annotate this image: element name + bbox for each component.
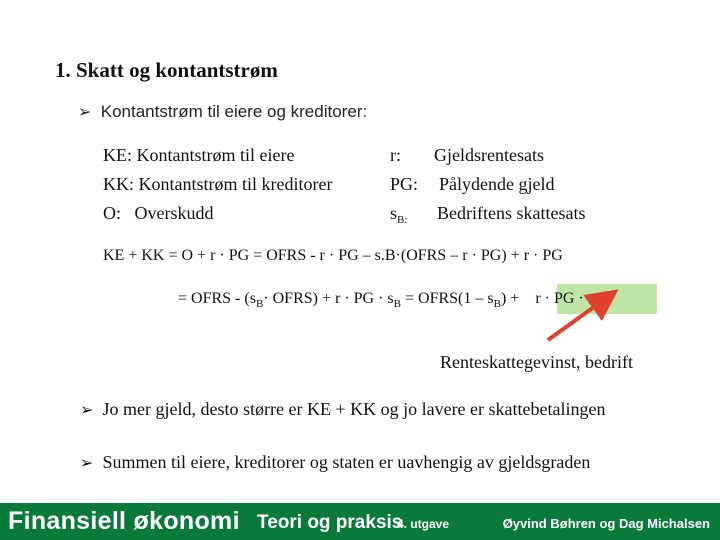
definition-r-text: Gjeldsrentesats (434, 145, 544, 165)
definition-ke: KE: Kontantstrøm til eiere (103, 145, 295, 165)
definition-pg-symbol: PG: (390, 174, 419, 194)
arrow-bullet-icon: ➢ (80, 453, 94, 472)
definition-pg-text: Pålydende gjeld (439, 174, 555, 194)
definition-kk: KK: Kontantstrøm til kreditorer (103, 174, 333, 194)
bullet-2: ➢ Summen til eiere, kreditorer og staten er uavhengig av gjeldsgraden (80, 452, 591, 472)
annotation-text: Renteskattegevinst, bedrift (440, 352, 633, 372)
equation-2: = OFRS - ($s_B\cdot$ OFRS) + r · PG · $s_B$ = OFRS(1 – $s_B) + r$ · PG · $s_B$ (178, 290, 602, 310)
definition-sb-symbol: $s_{B:}$ (390, 203, 408, 226)
definition-sb-text: Bedriftens skattesats (437, 203, 586, 223)
arrow-bullet-icon: ➢ (78, 102, 92, 121)
bullet-intro-text: Kontantstrøm til eiere og kreditorer: (100, 102, 368, 121)
footer-subtitle: Teori og praksis (257, 512, 403, 533)
footer-brand: Finansiell økonomi (8, 507, 240, 535)
footer-banner (0, 503, 720, 540)
equation-1: KE + KK = O + r · PG = OFRS - r · PG – s.B·(OFRS – r · PG) + r · PG (103, 247, 563, 264)
footer-authors: Øyvind Bøhren og Dag Michalsen (502, 516, 710, 531)
footer-edition: 4. utgave (397, 517, 450, 531)
arrow-bullet-icon: ➢ (80, 400, 94, 419)
slide-title: 1. Skatt og kontantstrøm (55, 58, 278, 82)
tax-shield-term: r · PG · $s_B$ (535, 290, 602, 310)
definition-o: O: Overskudd (103, 203, 214, 223)
bullet-1: ➢ Jo mer gjeld, desto større er KE + KK og jo lavere er skattebetalingen (80, 399, 606, 419)
definition-r-symbol: r: (390, 145, 401, 165)
